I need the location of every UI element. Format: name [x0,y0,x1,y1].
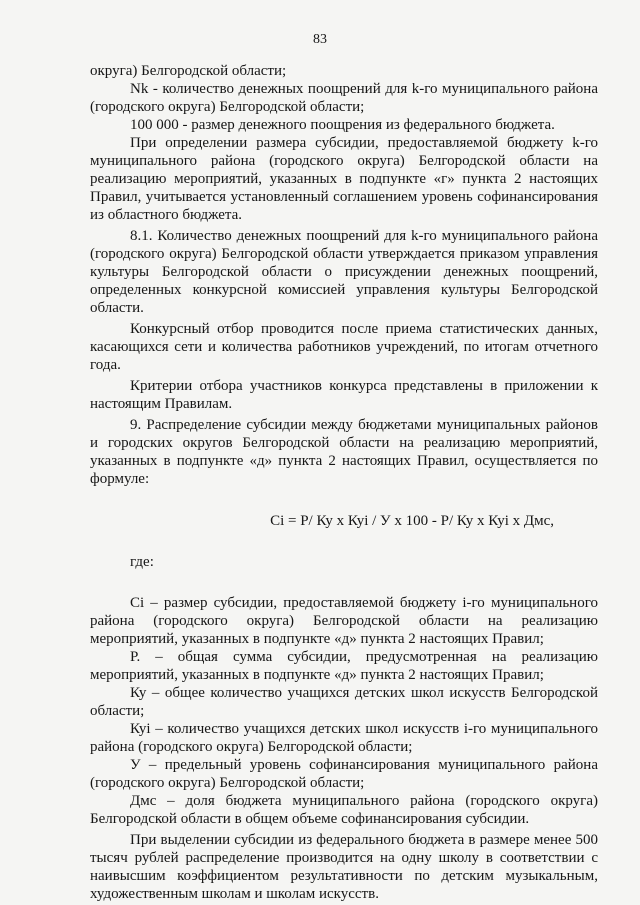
paragraph: Критерии отбора участников конкурса представлены в приложении к настоящим Правилам. [90,378,598,412]
definition: У – предельный уровень софинансирования муниципального района (городского округа) Белгородской области; [90,757,598,791]
where-label: где: [130,554,154,570]
paragraph: 100 000 - размер денежного поощрения из федерального бюджета. [130,117,555,133]
paragraph: 8.1. Количество денежных поощрений для k-го муниципального района (городского округа) Белгородской области утверждается приказом управления культуры Белгородской области о присуждении денежных поощрений, определенных конкурсной комиссией управления культуры Белгородской области. [90,228,598,316]
definition: Куi – количество учащихся детских школ искусств i-го муниципального района (городского округа) Белгородской области; [90,721,598,755]
formula: Сi = Р/ Ку х Куi / У х 100 - Р/ Ку х Куi х Дмс, [270,513,554,529]
definition: Сi – размер субсидии, предоставляемой бюджету i-го муниципального района (городского округа) Белгородской области на реализацию мероприятий, указанных в подпункте «д» пункта 2 настоящих Правил; [90,595,598,647]
paragraph: Nk - количество денежных поощрений для k-го муниципального района (городского округа) Белгородской области; [90,81,598,115]
paragraph: При определении размера субсидии, предоставляемой бюджету k-го муниципального района (городского округа) Белгородской области на реализацию мероприятий, указанных в подпункте «г» пункта 2 настоящих Правил, учитывается установленный соглашением уровень софинансирования из областного бюджета. [90,135,598,223]
definition: Ку – общее количество учащихся детских школ искусств Белгородской области; [90,685,598,719]
paragraph: При выделении субсидии из федерального бюджета в размере менее 500 тысяч рублей распределение производится на одну школу в соответствии с наивысшим коэффициентом результативности по детским музыкальным, художественным школам и школам искусств. [90,832,598,902]
paragraph: округа) Белгородской области; [90,63,287,79]
definition: Дмс – доля бюджета муниципального района (городского округа) Белгородской области в общем объеме софинансирования субсидии. [90,793,598,827]
page-number: 83 [313,32,327,47]
paragraph: Конкурсный отбор проводится после приема статистических данных, касающихся сети и количества работников учреждений, по итогам отчетного года. [90,321,598,373]
paragraph: 9. Распределение субсидии между бюджетами муниципальных районов и городских округов Белгородской области на реализацию мероприятий, указанных в подпункте «д» пункта 2 настоящих Правил, осуществляется по формуле: [90,417,598,487]
definition: Р. – общая сумма субсидии, предусмотренная на реализацию мероприятий, указанных в подпункте «д» пункта 2 настоящих Правил; [90,649,598,683]
document-body [90,62,598,903]
